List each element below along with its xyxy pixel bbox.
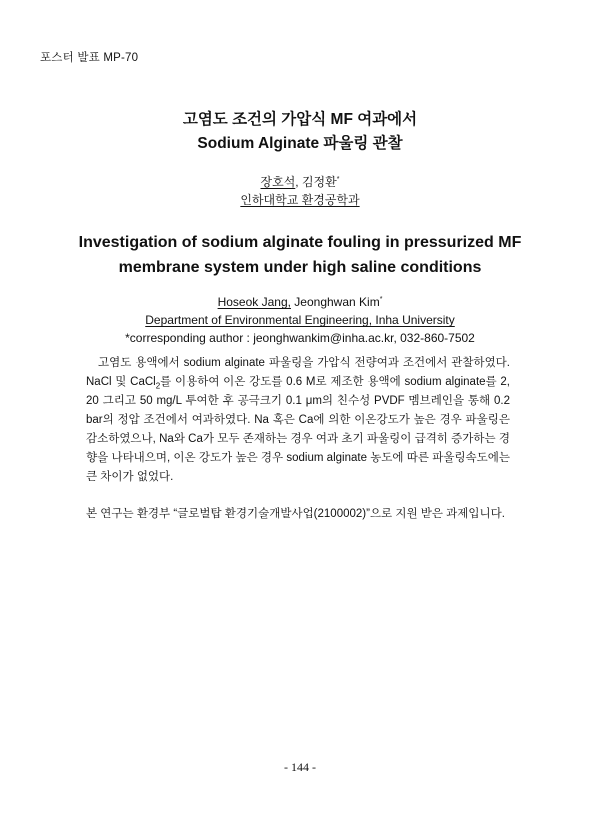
poster-session-label: 포스터 발표 MP-70 bbox=[40, 52, 139, 64]
affiliation-en: Department of Environmental Engineering, Inha University bbox=[145, 313, 455, 327]
corresponding-author: *corresponding author : jeonghwankim@inha.ac.kr, 032-860-7502 bbox=[125, 331, 475, 345]
author-1-en: Hoseok Jang, bbox=[217, 295, 291, 309]
english-authors bbox=[0, 294, 600, 310]
corresponding-mark-kr: * bbox=[336, 176, 340, 183]
english-title-line-2: membrane system under high saline conditions bbox=[118, 259, 482, 276]
korean-authors bbox=[0, 174, 600, 190]
english-affiliation bbox=[0, 312, 600, 328]
author-2-kr: 김정환 bbox=[301, 175, 337, 189]
corresponding-mark-en: * bbox=[379, 296, 383, 303]
author-2-en: Jeonghwan Kim bbox=[290, 295, 380, 309]
abstract-text-2: 를 이용하여 이온 강도를 0.6 M로 제조한 용액에 sodium alginate를 2, 20 그리고 50 mg/L 투여한 후 공극크기 0.1 μm의 친수성 PVDF 멤브레인을 통해 0.2 bar의 정압 조건에서 여과하였다. Na 혹은 Ca에 의한 이온강도가 높은 경우 파울링은 감소하였으나, Na와 Ca가 모두 존재하는 경우 여과 초기 파울링이 급격히 증가하는 경향을 나타내으며, 이온 강도가 높은 경우 sodium alginate 농도에 따른 파울링속도에는 큰 차이가 없었다. bbox=[86, 376, 510, 483]
acknowledgement-paragraph bbox=[86, 505, 510, 524]
korean-title-line-1: 고염도 조건의 가압식 MF 여과에서 bbox=[182, 111, 418, 128]
abstract-paragraph bbox=[86, 354, 510, 487]
abstract-text-1: 고염도 용액에서 sodium alginate 파울링을 가압식 전량여과 조건에서 관찰하였다. NaCl 및 CaCl bbox=[86, 357, 510, 388]
abstract-subscript: 2 bbox=[155, 381, 161, 391]
author-separator-kr: , bbox=[295, 175, 302, 189]
korean-title-line-2: Sodium Alginate 파울링 관찰 bbox=[197, 135, 403, 152]
page-number: - 144 - bbox=[284, 760, 316, 774]
korean-affiliation bbox=[0, 192, 600, 208]
acknowledgement-text: 본 연구는 환경부 “글로벌탑 환경기술개발사업(2100002)”으로 지원 받은 과제입니다. bbox=[86, 508, 505, 520]
affiliation-kr: 인하대학교 환경공학과 bbox=[240, 193, 360, 207]
author-1-kr: 장호석 bbox=[260, 175, 296, 189]
english-title-line-1: Investigation of sodium alginate fouling in pressurized MF bbox=[78, 234, 522, 251]
